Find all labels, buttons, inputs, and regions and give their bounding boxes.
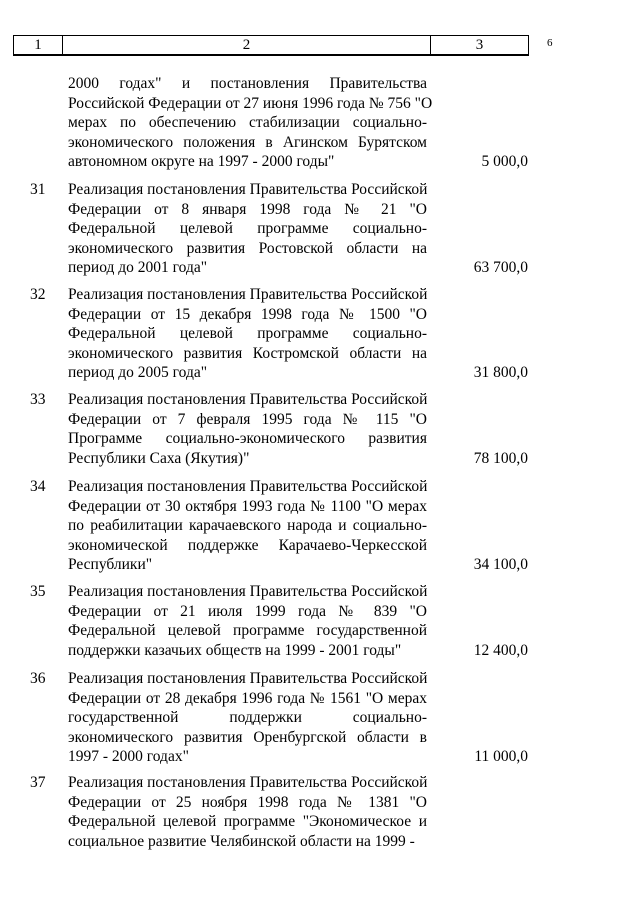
row-number: 32 <box>30 286 46 303</box>
row-description <box>68 582 427 660</box>
row-number: 36 <box>30 670 46 687</box>
description-line: Федерации от 8 января 1998 года № 21 "О <box>68 200 427 218</box>
description-line: экономической поддержке Карачаево-Черкесской <box>68 536 427 554</box>
description-line: 1997 - 2000 годах" <box>68 748 189 765</box>
description-line: Республики" <box>68 556 153 573</box>
row-description <box>68 477 427 575</box>
description-line: период до 2001 года" <box>68 259 208 276</box>
description-line: Федеральной целевой программе "Экономическое и <box>68 813 427 830</box>
row-amount: 11 000,0 <box>474 748 528 765</box>
row-amount: 5 000,0 <box>481 153 528 170</box>
description-line: Реализация постановления Правительства Российской <box>68 583 428 600</box>
description-line: период до 2005 года" <box>68 364 208 381</box>
description-line: Реализация постановления Правительства Российской <box>68 391 428 408</box>
row-description <box>68 669 427 767</box>
row-number: 33 <box>30 391 46 408</box>
row-number: 35 <box>30 583 46 600</box>
description-line: Федеральной целевой программе социально- <box>68 220 427 237</box>
description-line: Российской Федерации от 27 июня 1996 года № 756 "О <box>68 94 433 112</box>
description-line: Реализация постановления Правительства Российской <box>68 478 428 495</box>
description-line: Федеральной целевой программе социально- <box>68 325 427 342</box>
description-line: Федерации от 30 октября 1993 года № 1100 "О мерах <box>68 497 427 515</box>
description-line: Республики Саха (Якутия)" <box>68 449 250 467</box>
header-col-2: 2 <box>63 36 431 54</box>
description-line: экономического развития Костромской области на <box>68 344 427 362</box>
description-line: социальное развитие Челябинской области на 1999 - <box>68 832 415 850</box>
row-description <box>68 390 427 468</box>
description-line: по реабилитации карачаевского народа и социально- <box>68 517 427 534</box>
description-line: Реализация постановления Правительства Российской <box>68 181 428 198</box>
row-amount: 34 100,0 <box>473 556 528 573</box>
description-line: Федерации от 21 июля 1999 года № 839 "О <box>68 602 427 620</box>
description-line: Федерации от 15 декабря 1998 года № 1500 "О <box>68 305 427 323</box>
row-description <box>68 74 433 172</box>
row-description <box>68 285 427 383</box>
description-line: экономического положения в Агинском Бурятском <box>68 133 427 151</box>
row-amount: 63 700,0 <box>473 259 528 276</box>
description-line: Программе социально-экономического развития <box>68 430 427 447</box>
row-number: 34 <box>30 478 46 495</box>
description-line: Федеральной целевой программе государственной <box>68 622 427 639</box>
description-line: экономического развития Оренбургской области в <box>68 728 427 746</box>
description-line: 2000 годах" и постановления Правительства <box>68 75 427 92</box>
row-number: 31 <box>30 181 46 198</box>
row-amount: 78 100,0 <box>473 449 528 467</box>
description-line: Реализация постановления Правительства Российской <box>68 670 428 687</box>
description-line: Федерации от 25 ноября 1998 года № 1381 "О <box>68 793 427 811</box>
row-amount: 12 400,0 <box>473 641 528 659</box>
row-amount: 31 800,0 <box>473 364 528 381</box>
description-line: Федерации от 7 февраля 1995 года № 115 "О <box>68 410 427 428</box>
description-line: автономном округе на 1997 - 2000 годы" <box>68 153 335 170</box>
description-line: Реализация постановления Правительства Российской <box>68 286 428 303</box>
table-header <box>13 35 529 56</box>
description-line: Федерации от 28 декабря 1996 года № 1561 "О мерах <box>68 689 427 707</box>
description-line: государственной поддержки социально- <box>68 709 427 726</box>
row-description <box>68 180 427 278</box>
description-line: поддержки казачьих обществ на 1999 - 2001 годы" <box>68 641 402 659</box>
description-line: экономического развития Ростовской области на <box>68 239 427 257</box>
description-line: Реализация постановления Правительства Российской <box>68 774 428 791</box>
header-col-1: 1 <box>14 36 63 54</box>
row-description <box>68 773 427 851</box>
row-number: 37 <box>30 774 46 791</box>
page-number: 6 <box>547 37 553 49</box>
header-col-3: 3 <box>475 36 484 53</box>
description-line: мерах по обеспечению стабилизации социально- <box>68 114 427 131</box>
